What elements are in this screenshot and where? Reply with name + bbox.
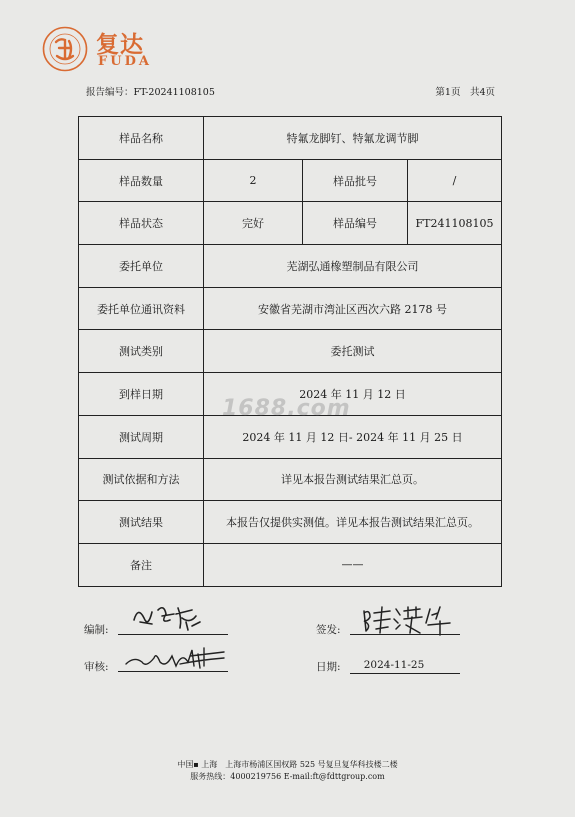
sample-state-label: 样品状态: [79, 202, 204, 245]
test-period-value: 2024 年 11 月 12 日- 2024 年 11 月 25 日: [204, 415, 502, 458]
watermark: 1688.com: [222, 396, 351, 421]
sample-code-label: 样品编号: [303, 202, 408, 245]
page-indicator: 第1页 共4页: [435, 87, 495, 98]
approver-signature: [360, 603, 455, 637]
sample-name-label: 样品名称: [79, 117, 204, 160]
table-row: [79, 245, 502, 288]
table-row: [79, 458, 502, 501]
table-row: [79, 117, 502, 160]
sample-batch-label: 样品批号: [303, 159, 408, 202]
footer-address: 中国▪ 上海 上海市杨浦区国权路 525 号复旦复华科技楼二楼: [177, 760, 398, 769]
brand-name-cn: 复达: [96, 32, 144, 58]
fuda-logo-icon: [42, 26, 88, 72]
test-result-label: 测试结果: [79, 501, 204, 544]
brand-name-en: FUDA: [98, 54, 152, 69]
sample-state-value: 完好: [204, 202, 303, 245]
table-row: [79, 501, 502, 544]
table-row: [79, 159, 502, 202]
footer-contact: 服务热线：4000219756 E-mail:ft@fdttgroup.com: [190, 772, 385, 781]
client-value: 芜湖弘通橡塑制品有限公司: [204, 245, 502, 288]
date-label: 日期:: [316, 661, 341, 673]
table-row: [79, 543, 502, 586]
client-label: 委托单位: [79, 245, 204, 288]
test-type-value: 委托测试: [204, 330, 502, 373]
test-basis-label: 测试依据和方法: [79, 458, 204, 501]
client-address-value: 安徽省芜湖市湾沚区西次六路 2178 号: [204, 287, 502, 330]
sample-code-value: FT241108105: [408, 202, 502, 245]
test-result-value: 本报告仅提供实测值。详见本报告测试结果汇总页。: [204, 501, 502, 544]
arrival-date-label: 到样日期: [79, 373, 204, 416]
test-period-label: 测试周期: [79, 415, 204, 458]
table-row: [79, 415, 502, 458]
editor-label: 编制:: [84, 624, 109, 636]
report-number: 报告编号：FT-20241108105: [86, 87, 215, 98]
remark-label: 备注: [79, 543, 204, 586]
remark-value: ——: [204, 543, 502, 586]
sample-name-value: 特氟龙脚钉、特氟龙调节脚: [204, 117, 502, 160]
test-type-label: 测试类别: [79, 330, 204, 373]
client-address-label: 委托单位通讯资料: [79, 287, 204, 330]
approver-label: 签发:: [316, 624, 341, 636]
sample-qty-label: 样品数量: [79, 159, 204, 202]
reviewer-signature: [120, 642, 230, 672]
sample-info-table: [78, 116, 502, 587]
sample-batch-value: /: [408, 159, 502, 202]
sample-qty-value: 2: [204, 159, 303, 202]
test-basis-value: 详见本报告测试结果汇总页。: [204, 458, 502, 501]
table-row: [79, 330, 502, 373]
reviewer-label: 审核:: [84, 661, 109, 673]
table-row: [79, 287, 502, 330]
editor-signature: [130, 600, 210, 634]
arrival-date-value: 2024 年 11 月 12 日: [204, 373, 502, 416]
date-line: [350, 673, 460, 674]
editor-signature-line: [118, 634, 228, 635]
table-row: [79, 202, 502, 245]
sign-date: 2024-11-25: [363, 659, 425, 671]
